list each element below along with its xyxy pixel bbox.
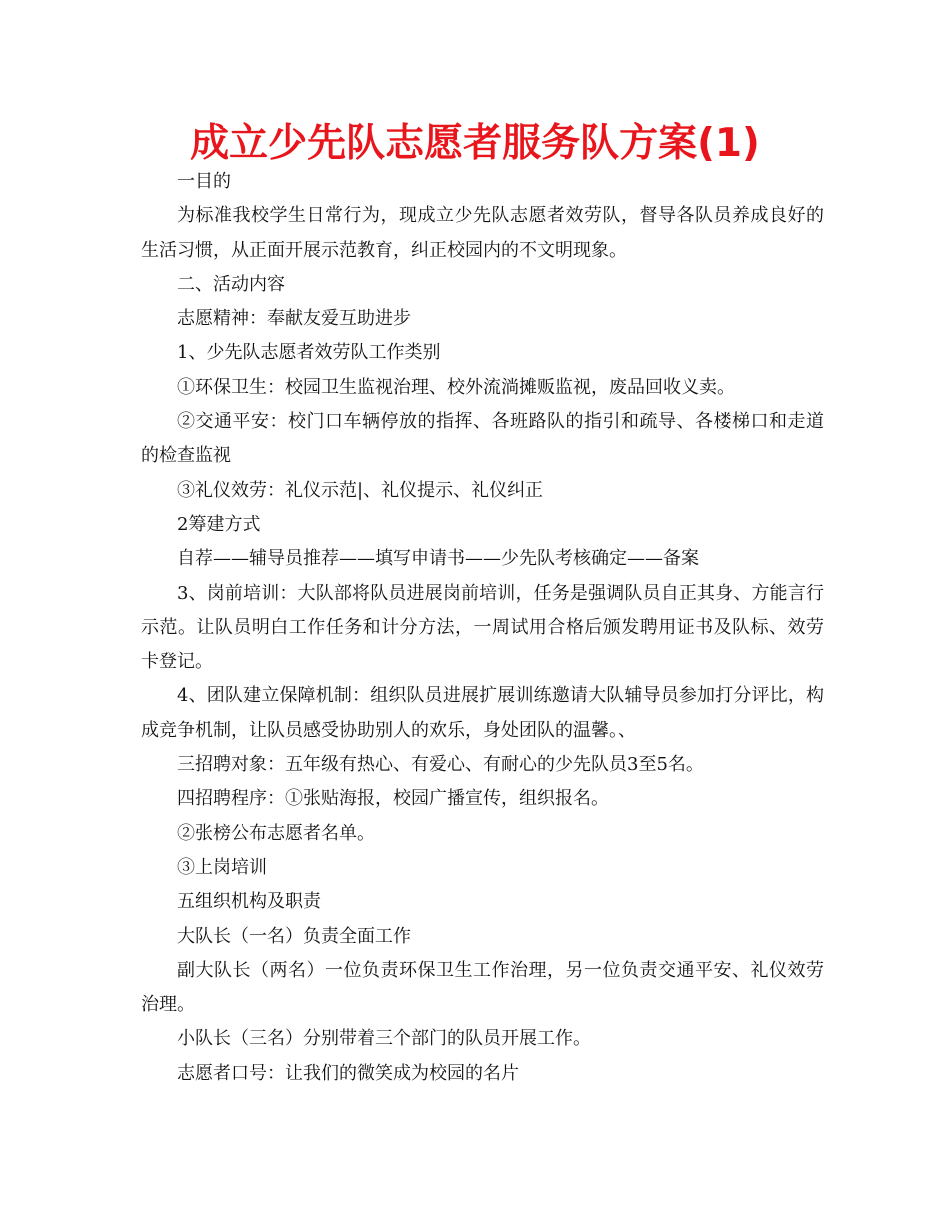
paragraph-15: ②张榜公布志愿者名单。	[177, 822, 375, 844]
paragraph-20: 小队长（三名）分别带着三个部门的队员开展工作。	[177, 1028, 591, 1050]
document-title: 成立少先队志愿者服务队方案(1)	[190, 121, 760, 166]
paragraph-6: ①环保卫生：校园卫生监视治理、校外流淌摊贩监视，废品回收义卖。	[177, 376, 735, 398]
paragraph-18: 大队长（一名）负责全面工作	[177, 925, 411, 947]
paragraph-17: 五组织机构及职责	[177, 891, 321, 913]
paragraph-3: 二、活动内容	[177, 273, 285, 295]
paragraph-12: 4、团队建立保障机制：组织队员进展扩展训练邀请大队辅导员参加打分评比，构成竞争机制，让队员感受协助别人的欢乐，身处团队的温馨。、	[141, 685, 824, 741]
paragraph-19: 副大队长（两名）一位负责环保卫生工作治理，另一位负责交通平安、礼仪效劳治理。	[141, 959, 824, 1016]
paragraph-2: 为标准我校学生日常行为，现成立少先队志愿者效劳队，督导各队员养成良好的生活习惯，从正面开展示范教育，纠正校园内的不文明现象。	[141, 205, 824, 261]
document-body	[141, 165, 824, 1091]
paragraph-7: ②交通平安：校门口车辆停放的指挥、各班路队的指引和疏导、各楼梯口和走道的检查监视	[141, 411, 824, 467]
paragraph-5: 1、少先队志愿者效劳队工作类别	[177, 342, 441, 364]
paragraph-16: ③上岗培训	[177, 856, 267, 878]
paragraph-8: ③礼仪效劳：礼仪示范|、礼仪提示、礼仪纠正	[177, 479, 544, 501]
paragraph-1: 一目的	[177, 171, 231, 192]
paragraph-10: 自荐——辅导员推荐——填写申请书——少先队考核确定——备案	[177, 548, 699, 570]
paragraph-14: 四招聘程序：①张贴海报，校园广播宣传，组织报名。	[177, 788, 609, 810]
paragraph-4: 志愿精神：奉献友爱互助进步	[177, 308, 411, 330]
paragraph-9: 2筹建方式	[177, 513, 261, 535]
paragraph-11: 3、岗前培训：大队部将队员进展岗前培训，任务是强调队员自正其身、方能言行示范。让队员明白工作任务和计分方法，一周试用合格后颁发聘用证书及队标、效劳卡登记。	[141, 582, 824, 673]
paragraph-13: 三招聘对象：五年级有热心、有爱心、有耐心的少先队员3至5名。	[177, 754, 704, 776]
paragraph-21: 志愿者口号：让我们的微笑成为校园的名片	[177, 1062, 519, 1084]
